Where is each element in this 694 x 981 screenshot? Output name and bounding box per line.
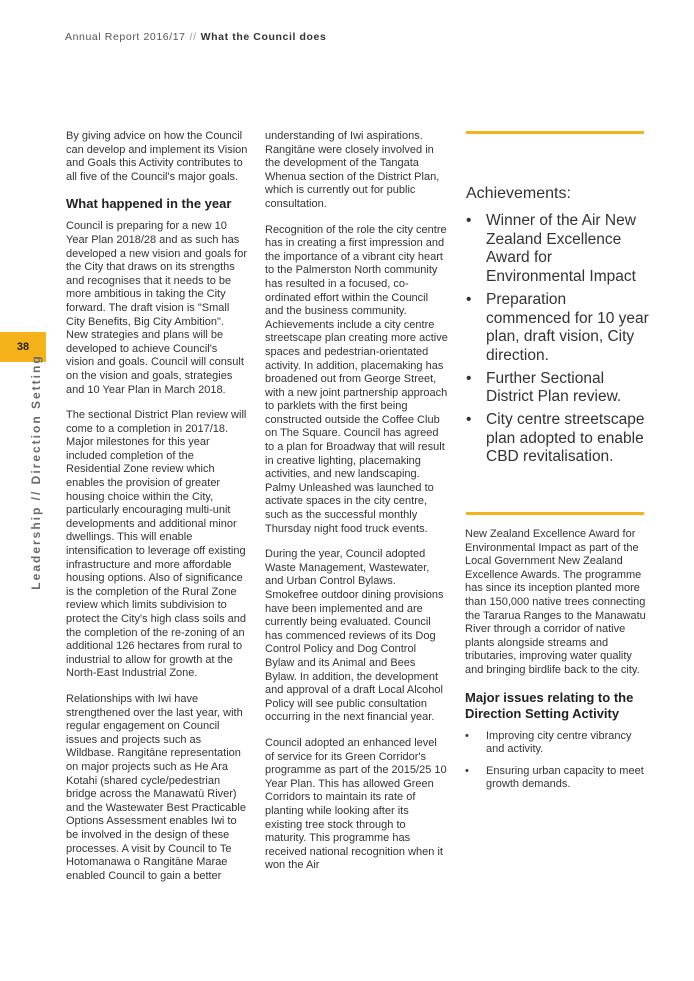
page-number: 38 xyxy=(16,341,30,353)
report-title: Annual Report 2016/17 xyxy=(65,31,186,43)
achievements-top-rule xyxy=(466,131,644,134)
column-2 xyxy=(265,130,448,885)
achievement-item: • Further Sectional District Plan review. xyxy=(466,369,622,406)
header-separator: // xyxy=(189,31,197,43)
bullet-icon: • xyxy=(466,290,472,308)
iwi-continued-paragraph: understanding of Iwi aspirations. Rangitāne were closely involved in the development of the Tangata Whenua section of the District Plan, which is currently out for public consultation. xyxy=(265,130,440,210)
what-happened-heading: What happened in the year xyxy=(66,196,232,212)
achievements-title: Achievements: xyxy=(466,185,571,202)
issue-item: • Improving city centre vibrancy and activity. xyxy=(465,729,632,756)
major-issues-list xyxy=(465,730,647,792)
vision-paragraph: Council is preparing for a new 10 Year Plan 2018/28 and as such has developed a new vision and goals for the City that draws on its strengths and recognises that it needs to be more ambitious in taking the City forward. The draft vision is "Small City Benefits, Big City Ambition". New strategies and plans will be developed to achieve Council's vision and goals. Council will consult on the vision and goals, strategies and 10 Year Plan in March 2018. xyxy=(66,220,248,396)
award-paragraph: New Zealand Excellence Award for Environmental Impact as part of the Local Government New Zealand Excellence Awards. The programme has since its inception planted more than 150,000 native trees connecting the Tararua Ranges to the Manawatu River through a corridor of native plants alongside streams and tributaries, improving water quality and bringing birdlife back to the city. xyxy=(465,528,646,676)
column-1 xyxy=(66,130,248,895)
achievement-item: • Winner of the Air New Zealand Excellence Award for Environmental Impact xyxy=(466,212,636,286)
green-corridors-paragraph: Council adopted an enhanced level of service for its Green Corridor's programme as part of the 2015/25 10 Year Plan. This has allowed Green Corridors to maintain its rate of planting while looking after its existing tree stock through to maturity. This programme has received national recognition when it won the Air xyxy=(265,736,447,872)
bullet-icon: • xyxy=(465,764,469,777)
bullet-icon: • xyxy=(465,729,469,742)
issue-item: • Ensuring urban capacity to meet growth demands. xyxy=(465,764,644,791)
side-section-label: Leadership // Direction Setting xyxy=(29,354,43,590)
achievement-item: • Preparation commenced for 10 year plan, draft vision, City direction. xyxy=(466,290,649,364)
major-issues-heading: Major issues relating to the Direction Setting Activity xyxy=(465,689,634,721)
city-centre-paragraph: Recognition of the role the city centre has in creating a first impression and the importance of a vibrant city heart to the Palmerston North community has resulted in a focused, co-ordinated effort within the Council and the business community. Achievements include a city centre streetscape plan creating more active spaces and pedestrian-orientated activity. In addition, placemaking has broadened out from George Street, with a new joint partnership approach to parklets with the first being constructed outside the Coffee Club on The Square. Council has agreed to a plan for Broadway that will result in creative lighting, placemaking activities, and new landscaping. Palmy Unleashed was launched to activate spaces in the city centre, such as the successful monthly Thursday night food truck events. xyxy=(265,223,448,535)
bullet-icon: • xyxy=(466,411,472,429)
section-title: What the Council does xyxy=(200,31,327,43)
bullet-icon: • xyxy=(466,369,472,387)
achievements-list xyxy=(466,212,651,471)
column-3 xyxy=(465,528,647,800)
intro-paragraph: By giving advice on how the Council can develop and implement its Vision and Goals this Activity contributes to all five of the Council's major goals. xyxy=(66,130,248,183)
achievements-bottom-rule xyxy=(466,512,644,515)
bullet-icon: • xyxy=(466,212,472,229)
running-header xyxy=(65,31,326,43)
achievement-item: • City centre streetscape plan adopted to enable CBD revitalisation. xyxy=(466,411,645,466)
iwi-paragraph: Relationships with Iwi have strengthened over the last year, with regular engagement on Council issues and projects such as Wildbase. Rangitāne representation on major projects such as He Ara Kotahi (shared cycle/pedestrian bridge across the Manawatū River) and the Wastewater Best Practicable Options Assessment enables Iwi to be involved in the design of these processes. A visit by Council to Te Hotomanawa o Rangitāne Marae enabled Council to gain a better xyxy=(66,692,246,882)
bylaws-paragraph: During the year, Council adopted Waste Management, Wastewater, and Urban Control Bylaws. Smokefree outdoor dining provisions have been implemented and are currently being evaluated. Council has commenced reviews of its Dog Control Policy and Dog Control Bylaw and its Animal and Bees Bylaw. In addition, the development and approval of a draft Local Alcohol Policy will see public consultation occurring in the next financial year. xyxy=(265,548,444,724)
district-plan-paragraph: The sectional District Plan review will come to a completion in 2017/18. Major milestones for this year included completion of the Residential Zone review which enables the provision of greater housing choice within the City, particularly encouraging multi-unit developments and additional minor dwellings. This will enable intensification to leverage off existing infrastructure and more affordable housing options. Also of significance is the completion of the Rural Zone review which limits subdivision to protect the City's high class soils and the completion of the re-zoning of an additional 126 hectares from rural to industrial to allow for growth at the North-East Industrial Zone. xyxy=(66,409,247,680)
